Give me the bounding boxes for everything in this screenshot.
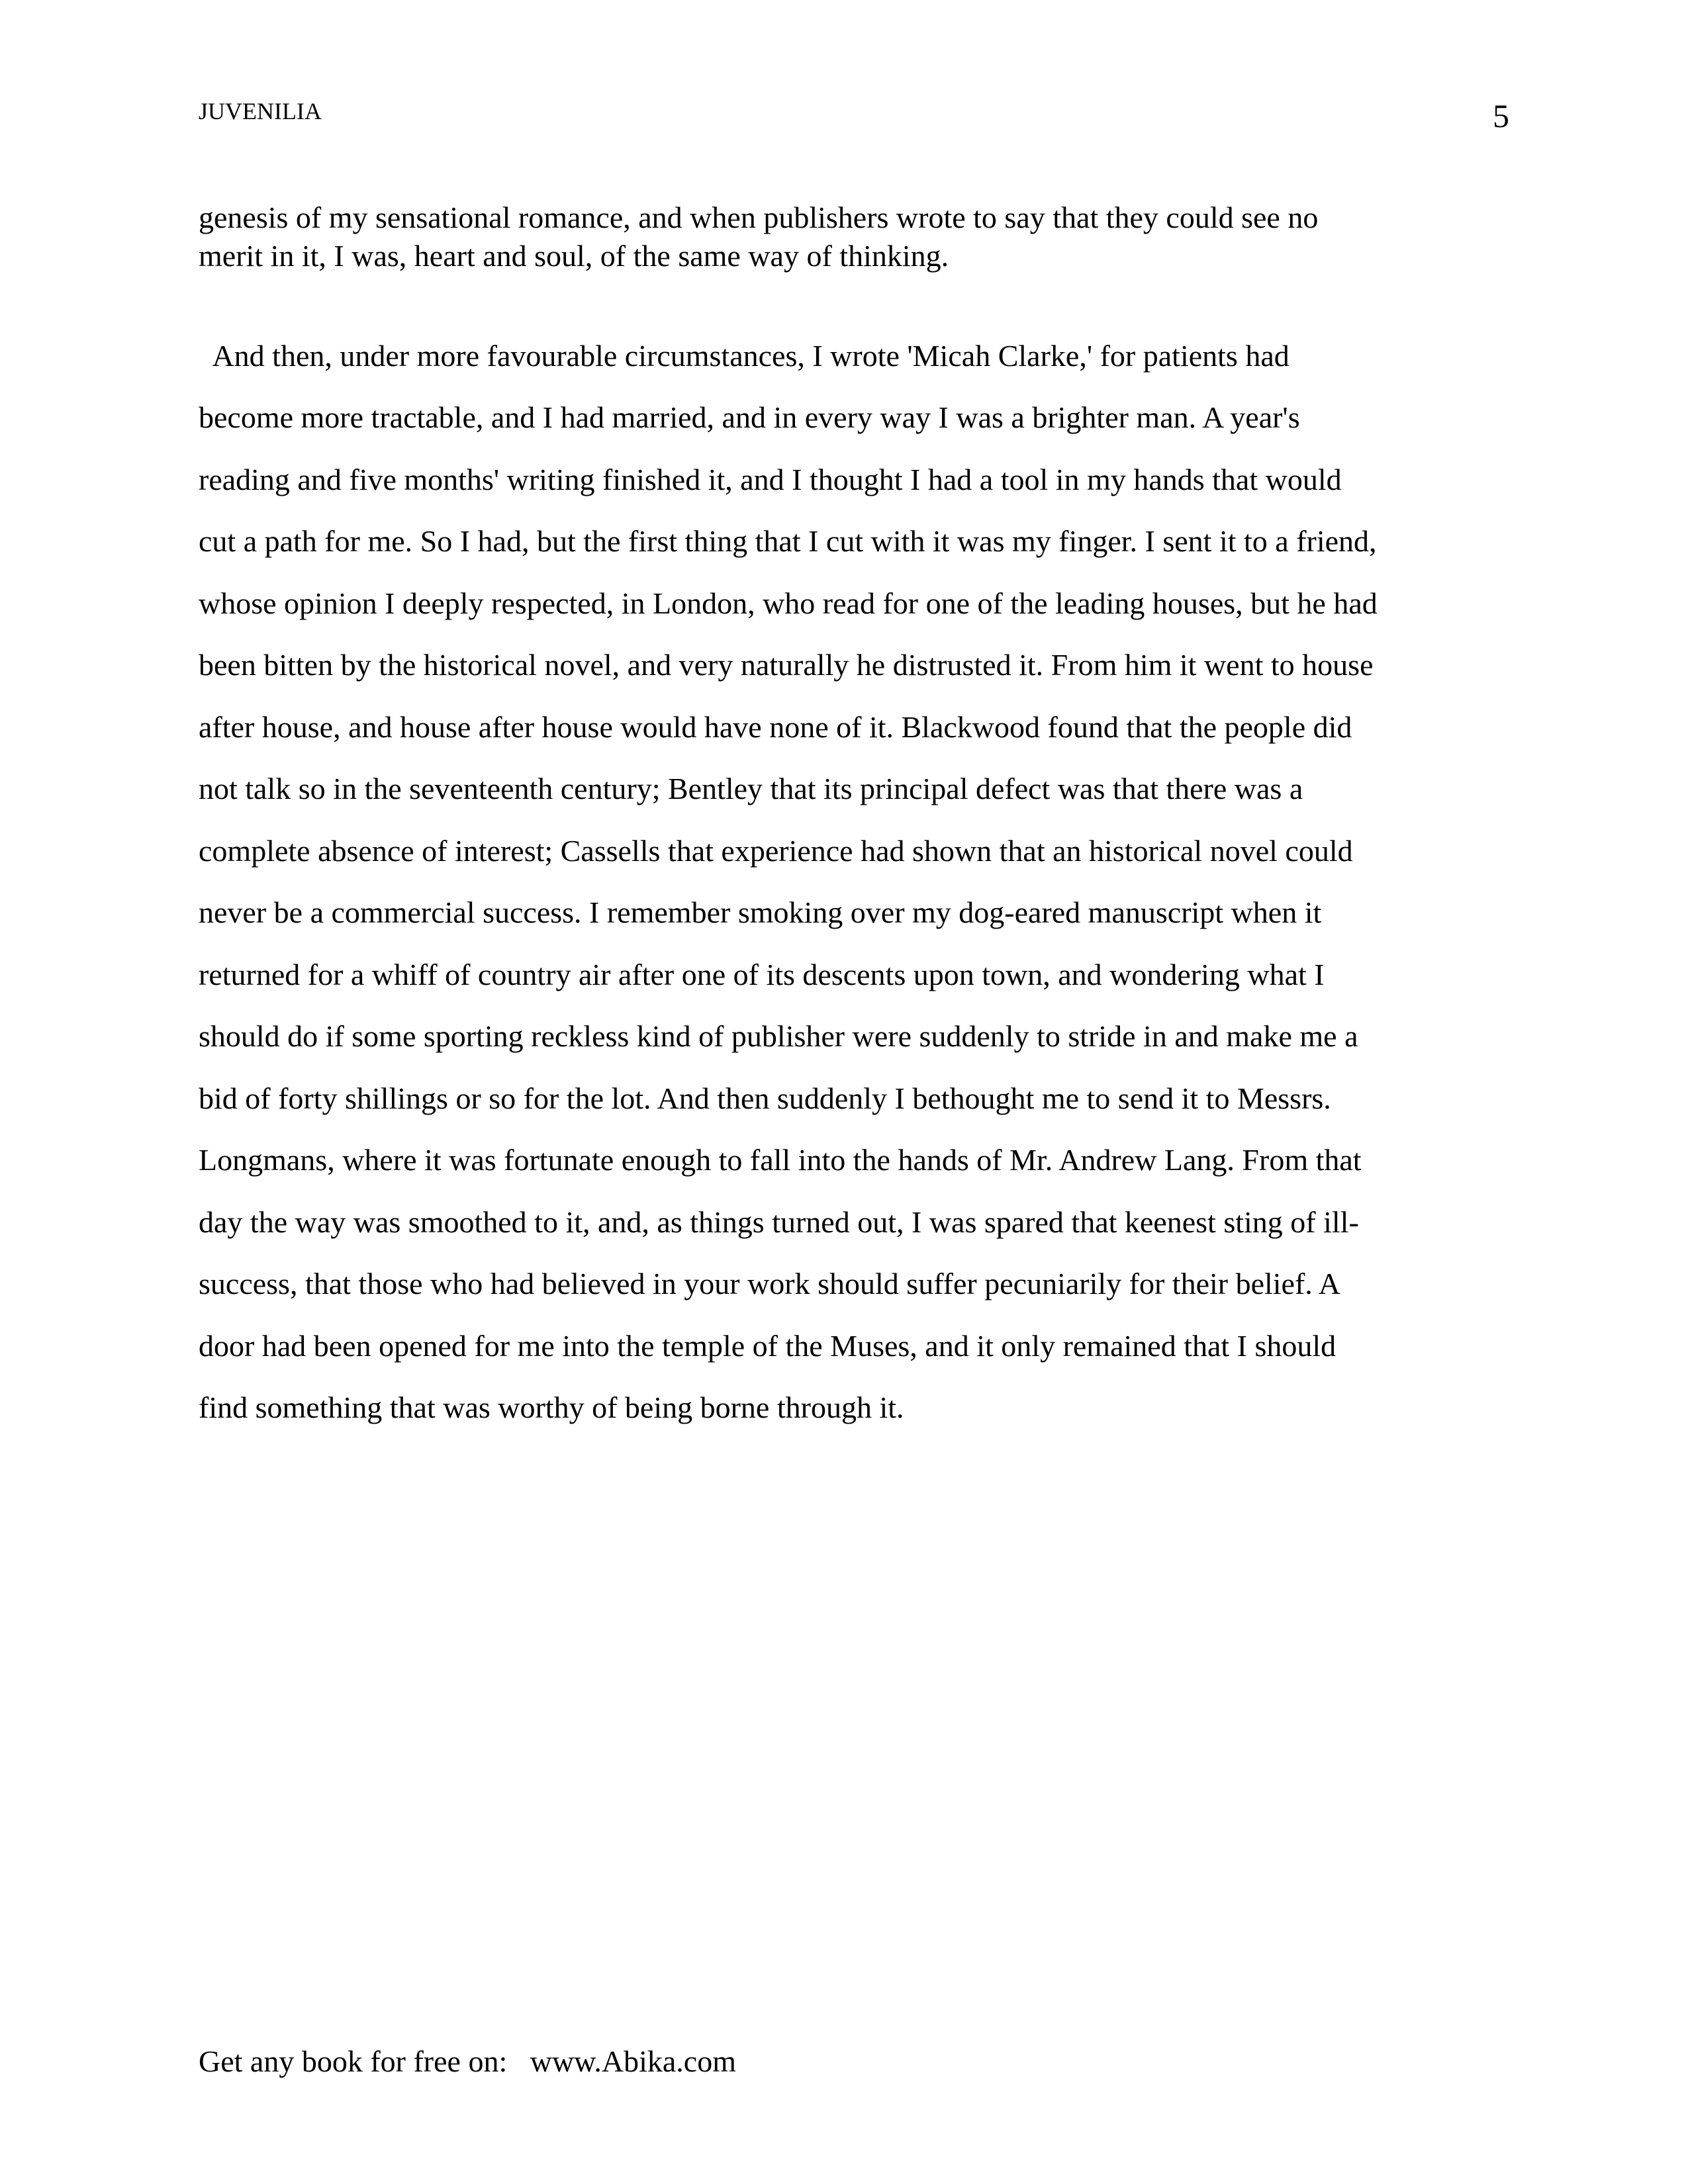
text-line: returned for a whiff of country air after one of its descents upon town, and wondering what I <box>199 957 1325 991</box>
footer-promo: Get any book for free on: www.Abika.com <box>199 2044 737 2078</box>
text-line: day the way was smoothed to it, and, as things turned out, I was spared that keenest sting of ill- <box>199 1205 1359 1239</box>
text-line: complete absence of interest; Cassells that experience had shown that an historical novel could <box>199 833 1353 868</box>
body-text <box>199 199 1423 1451</box>
text-line: find something that was worthy of being borne through it. <box>199 1390 904 1424</box>
text-line: should do if some sporting reckless kind of publisher were suddenly to stride in and make me a <box>199 1019 1358 1053</box>
text-line: And then, under more favourable circumstances, I wrote 'Micah Clarke,' for patients had <box>199 338 1289 373</box>
text-line: not talk so in the seventeenth century; Bentley that its principal defect was that there was a <box>199 772 1303 805</box>
text-line: merit in it, I was, heart and soul, of the same way of thinking. <box>199 238 949 273</box>
text-line: bid of forty shillings or so for the lot. And then suddenly I bethought me to send it to Messrs. <box>199 1081 1331 1115</box>
paragraph-1 <box>199 199 1423 275</box>
text-line: success, that those who had believed in your work should suffer pecuniarily for their belief. A <box>199 1267 1340 1300</box>
text-line: genesis of my sensational romance, and when publishers wrote to say that they could see no <box>199 201 1319 234</box>
text-line: after house, and house after house would have none of it. Blackwood found that the people did <box>199 709 1352 744</box>
page-number: 5 <box>1493 97 1509 134</box>
text-line: been bitten by the historical novel, and very naturally he distrusted it. From him it went to house <box>199 648 1374 682</box>
text-line: reading and five months' writing finished it, and I thought I had a tool in my hands that would <box>199 462 1342 496</box>
text-line: Longmans, where it was fortunate enough to fall into the hands of Mr. Andrew Lang. From that <box>199 1143 1362 1177</box>
text-line: door had been opened for me into the temple of the Muses, and it only remained that I should <box>199 1328 1336 1363</box>
text-line: become more tractable, and I had married, and in every way I was a brighter man. A year's <box>199 400 1300 434</box>
text-line: whose opinion I deeply respected, in London, who read for one of the leading houses, but he had <box>199 586 1378 620</box>
paragraph-2 <box>199 313 1423 1451</box>
text-line: cut a path for me. So I had, but the first thing that I cut with it was my finger. I sent it to a friend, <box>199 524 1377 558</box>
text-line: never be a commercial success. I remember smoking over my dog-eared manuscript when it <box>199 895 1322 929</box>
paragraph-gap <box>199 275 1423 313</box>
running-title: JUVENILIA <box>199 98 322 124</box>
